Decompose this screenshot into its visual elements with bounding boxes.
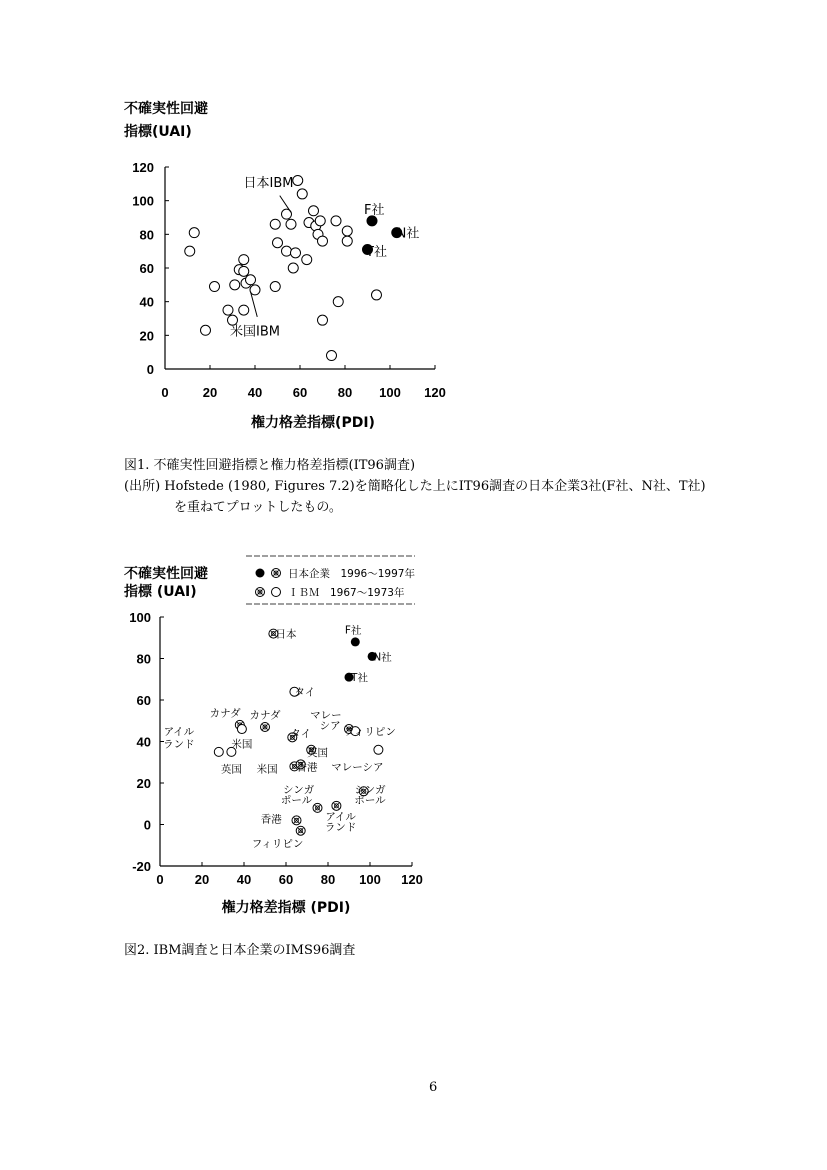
fig2-annotation: F社 [344,624,362,637]
fig2-x-tick-label: 20 [194,872,210,887]
fig1-ibm-point [372,290,382,300]
fig2-annotation: ポール [354,794,386,807]
fig1-ibm-point [318,236,328,246]
fig1-x-axis-label: 権力格差指標(PDI) [251,415,375,431]
figure1-source-line1: (出所) Hofstede (1980, Figures 7.2)を簡略化した上にIT96調査の日本企業3社(F社、N社、T社) [124,479,706,494]
fig1-ibm-point [239,266,249,276]
fig1-annotation: T社 [366,245,387,261]
fig1-ibm-point [327,351,337,361]
fig2-annotation: シンガ [354,784,386,797]
fig2-hatched-point [292,816,301,825]
fig1-ibm-point [201,325,211,335]
fig2-solid-point [351,637,360,646]
fig1-ibm-point [210,282,220,292]
figure2-caption: 図2. IBM調査と日本企業のIMS96調査 [124,943,356,958]
fig2-annotation: 英国 [220,763,242,776]
fig1-ibm-point [333,297,343,307]
fig1-ibm-point [302,255,312,265]
fig2-hatched-point [332,801,341,810]
fig1-ibm-point [331,216,341,226]
fig2-legend-label-japan: 日本企業 1996～1997年 [288,568,415,580]
fig2-title-line2: 指標 (UAI) [124,584,197,600]
fig1-y-tick-label: 20 [139,328,154,344]
fig1-x-tick-label: 20 [202,385,218,400]
fig2-open-point [374,745,383,754]
fig1-ibm-point [246,275,256,285]
fig2-y-tick-label: 0 [143,817,151,833]
fig2-x-tick-label: 0 [156,872,164,887]
fig2-annotation: マレーシア [331,761,384,774]
fig2-legend-label-ibm: ＩＢＭ 1967～1973年 [288,587,405,599]
fig2-annotation: フィリピン [251,838,304,851]
fig1-annotation: 米国IBM [230,324,280,340]
fig1-annotation: 日本IBM [243,176,294,192]
fig2-annotation: ポール [280,794,313,807]
fig1-ibm-point [185,246,195,256]
fig2-x-tick-label: 80 [320,872,336,887]
fig1-ibm-point [297,189,307,199]
fig1-y-tick-label: 120 [132,160,154,175]
fig2-title-line1: 不確実性回避 [124,566,208,582]
figure1-caption: 図1. 不確実性回避指標と権力格差指標(IT96調査) [124,458,416,473]
fig1-ibm-point [318,315,328,325]
fig2-annotation: 香港 [260,813,282,826]
fig2-annotation: シンガ [282,784,315,797]
fig1-ibm-point [309,206,319,216]
fig2-hatched-point [261,722,270,731]
fig1-ibm-point [273,238,283,248]
fig1-ibm-point [342,236,352,246]
fig1-x-tick-label: 0 [161,385,169,400]
fig2-y-tick-label: 20 [136,776,151,791]
fig2-annotation: 米国 [256,763,278,776]
fig2-annotation: マレー [310,709,342,722]
fig1-y-tick-label: 80 [139,227,154,243]
fig2-annotation: フィリピン [344,726,396,739]
fig2-annotation: N社 [373,651,392,664]
fig2-annotation: 米国 [231,738,253,751]
fig1-ibm-point [342,226,352,236]
fig2-annotation: カナダ [249,709,281,722]
fig1-leader-us-ibm [251,292,258,317]
fig1-x-tick-label: 60 [292,385,308,400]
page-number: 6 [429,1080,438,1095]
fig2-x-tick-label: 60 [278,872,294,887]
fig2-hatched-point [313,803,322,812]
fig1-x-tick-label: 40 [247,385,263,400]
fig1-ibm-point [270,219,280,229]
fig1-annotation: F社 [364,203,385,219]
fig1-annotation: N社 [396,226,420,242]
fig1-ibm-point [315,216,325,226]
fig2-annotation: カナダ [209,707,241,720]
fig1-ibm-point [282,246,292,256]
fig1-y-tick-label: 0 [146,362,154,377]
fig1-x-tick-label: 120 [424,385,446,400]
fig2-legend-hatched-marker [272,569,281,578]
fig1-ibm-point [270,282,280,292]
fig1-ibm-point [239,255,249,265]
fig2-hatched-point [296,826,305,835]
fig2-legend-solid-marker [256,569,265,578]
fig1-title-line2: 指標(UAI) [124,124,192,140]
fig2-x-tick-label: 100 [359,872,381,887]
fig1-ibm-point [288,263,298,273]
fig2-legend-open-marker [272,588,281,597]
fig1-y-tick-label: 60 [139,261,154,276]
fig1-y-tick-label: 40 [139,294,154,310]
fig1-x-tick-label: 80 [337,385,353,400]
fig2-y-tick-label: 100 [129,610,151,625]
fig2-x-tick-label: 40 [236,872,252,887]
fig1-y-tick-label: 100 [132,193,154,209]
fig1-ibm-point [286,219,296,229]
fig1-ibm-point [230,280,240,290]
fig2-annotation: T社 [351,672,368,685]
fig2-y-tick-label: 80 [136,651,151,667]
fig2-annotation: アイル [163,726,195,739]
fig1-ibm-point [239,305,249,315]
fig2-x-axis-label: 権力格差指標 (PDI) [221,900,351,916]
fig2-annotation: 香港 [296,761,318,774]
figure1-source-line2: を重ねてプロットしたもの。 [174,500,342,515]
fig2-annotation: ランド [163,738,195,751]
fig2-x-tick-label: 120 [401,872,423,887]
fig1-ibm-point [189,228,199,238]
fig2-y-tick-label: 40 [136,734,151,750]
fig2-y-tick-label: -20 [132,859,151,874]
fig1-ibm-point [293,175,303,185]
fig2-open-point [237,725,246,734]
fig1-title-line1: 不確実性回避 [124,101,208,117]
fig2-open-point [214,747,223,756]
fig2-annotation: ランド [324,821,357,834]
fig1-ibm-point [291,248,301,258]
fig2-annotation: 日本 [275,628,297,641]
fig2-legend-hatched-marker [256,588,265,597]
fig2-annotation: タイ [294,686,316,699]
fig2-y-tick-label: 60 [136,693,151,708]
fig2-annotation: 英国 [307,746,328,759]
fig2-annotation: タイ [290,728,312,741]
fig2-annotation: アイル [325,811,356,824]
fig1-ibm-point [223,305,233,315]
fig2-annotation: シア [319,719,341,732]
fig1-x-tick-label: 100 [379,385,401,400]
